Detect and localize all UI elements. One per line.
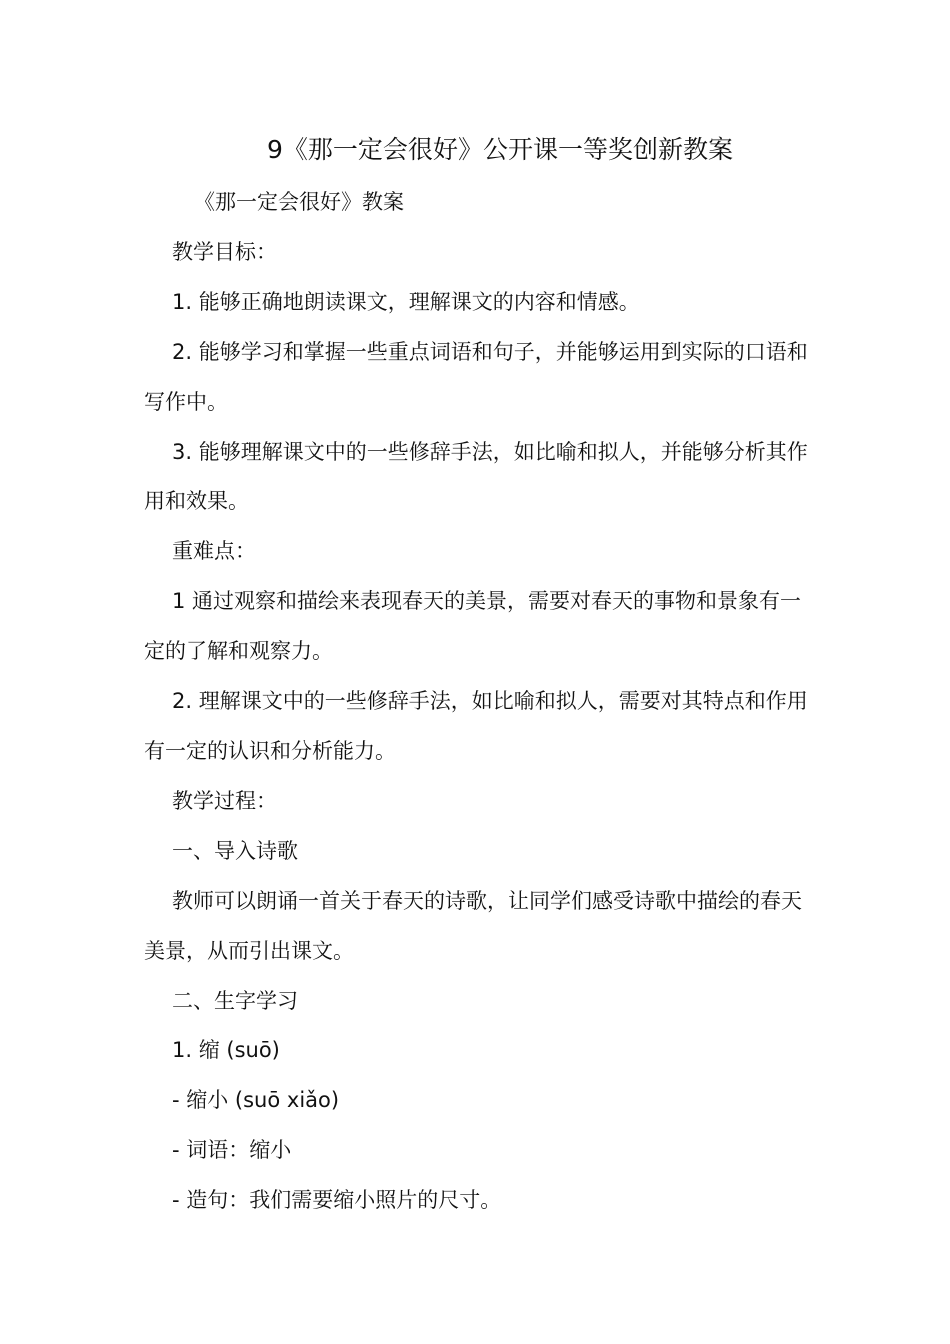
- process-step-heading: 二、生字学习: [172, 988, 298, 1013]
- vocab-detail: - 词语：缩小: [172, 1138, 292, 1163]
- objective-item: 3. 能够理解课文中的一些修辞手法，如比喻和拟人，并能够分析其作用和效果。: [144, 439, 808, 514]
- key-point-item: 2. 理解课文中的一些修辞手法，如比喻和拟人，需要对其特点和作用有一定的认识和分析能力。: [144, 689, 808, 763]
- key-point-item: 1 通过观察和描绘来表现春天的美景，需要对春天的事物和景象有一定的了解和观察力。: [144, 589, 802, 664]
- process-step-heading: 一、导入诗歌: [172, 838, 298, 863]
- paragraph: 教师可以朗诵一首关于春天的诗歌，让同学们感受诗歌中描绘的春天美景，从而引出课文。: [144, 888, 802, 963]
- vocab-detail: - 造句：我们需要缩小照片的尺寸。: [172, 1188, 502, 1213]
- section-heading-process: 教学过程：: [172, 788, 277, 813]
- objective-item: 1. 能够正确地朗读课文，理解课文的内容和情感。: [172, 289, 640, 314]
- lesson-subtitle: 《那一定会很好》教案: [194, 190, 404, 214]
- section-heading-objectives: 教学目标：: [172, 239, 277, 264]
- vocab-item: 1. 缩 (suō): [172, 1038, 280, 1063]
- objective-item: 2. 能够学习和掌握一些重点词语和句子，并能够运用到实际的口语和写作中。: [144, 339, 808, 414]
- section-heading-key-points: 重难点：: [172, 539, 256, 564]
- document-title: 9《那一定会很好》公开课一等奖创新教案: [267, 135, 733, 164]
- document-body: [144, 178, 808, 1226]
- vocab-detail: - 缩小 (suō xiǎo): [172, 1088, 340, 1113]
